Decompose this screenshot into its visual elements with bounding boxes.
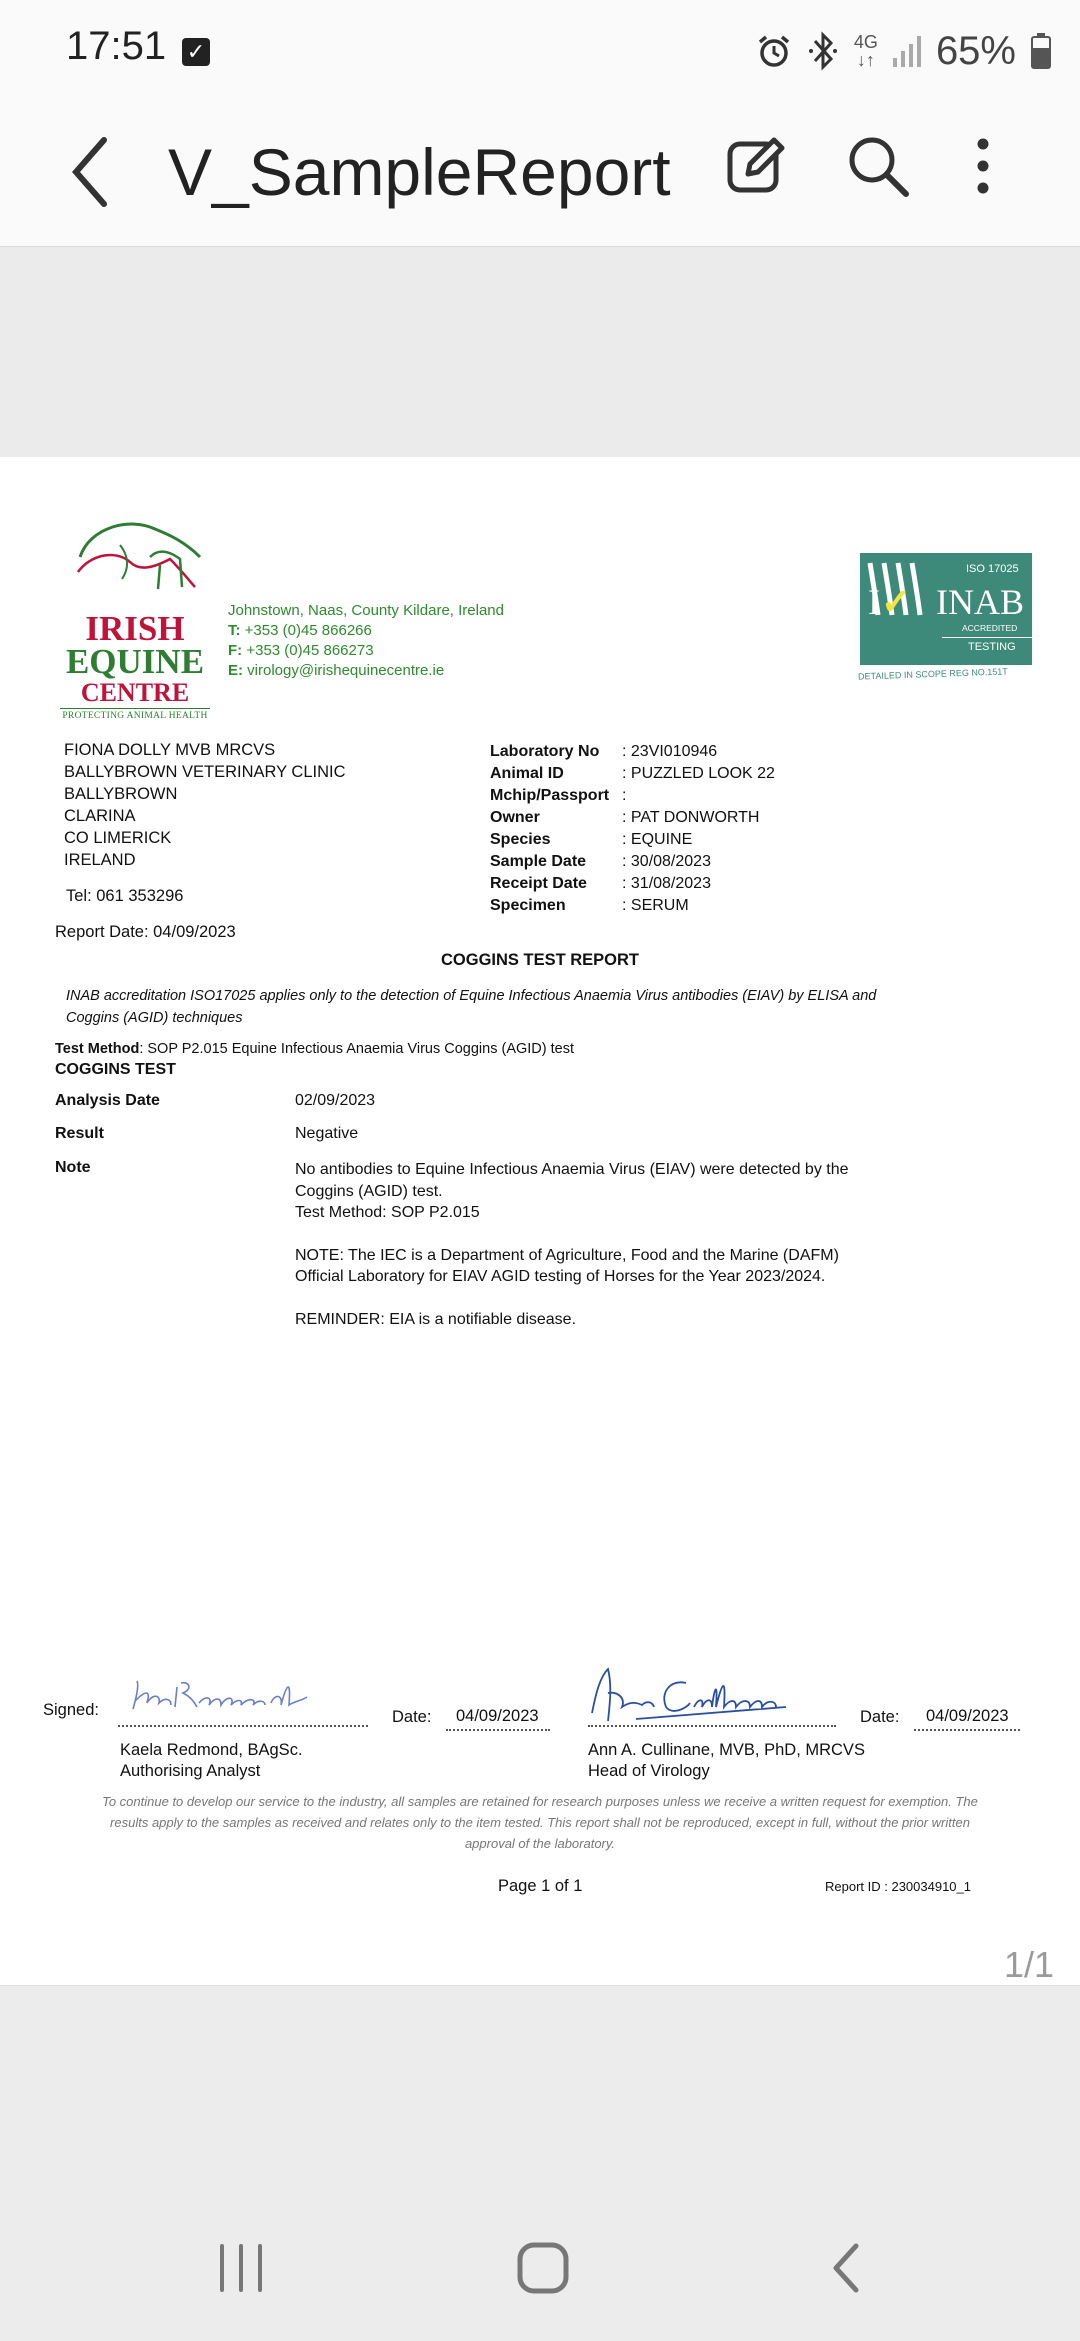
- result-value: Negative: [295, 1125, 359, 1142]
- test-method-label: Test Method: [55, 1041, 140, 1057]
- detail-value: : PUZZLED LOOK 22: [622, 765, 775, 782]
- battery-icon: [1030, 32, 1052, 70]
- 4g-data-icon: 4G ↓↑: [853, 32, 878, 70]
- detail-label: Laboratory No: [490, 743, 600, 760]
- document-title: V_SampleReport: [168, 135, 671, 209]
- address-line: CLARINA: [64, 807, 136, 825]
- detail-value: : 30/08/2023: [622, 853, 711, 870]
- detail-value: : 31/08/2023: [622, 875, 711, 892]
- signer2-name: Ann A. Cullinane, MVB, PhD, MRCVS: [588, 1741, 865, 1759]
- signed-label: Signed:: [43, 1701, 99, 1719]
- analysis-date-value: 02/09/2023: [295, 1092, 376, 1109]
- address-line: FIONA DOLLY MVB MRCVS: [64, 741, 276, 759]
- date-label: Date:: [860, 1708, 900, 1726]
- sample-details: [490, 741, 775, 917]
- home-icon[interactable]: [516, 2240, 570, 2296]
- date-label: Date:: [392, 1708, 432, 1726]
- address-line: BALLYBROWN: [64, 785, 178, 803]
- test-method-value: : SOP P2.015 Equine Infectious Anaemia Virus Coggins (AGID) test: [139, 1041, 575, 1057]
- logo-word-centre: CENTRE: [80, 678, 190, 707]
- network-type: 4G: [853, 32, 878, 52]
- signature-line: [588, 1725, 836, 1727]
- signer2-role: Head of Virology: [588, 1762, 710, 1780]
- recipient-address: [64, 739, 346, 907]
- logo-word-irish: IRISH: [85, 609, 185, 648]
- note-paragraph: REMINDER: EIA is a notifiable disease.: [295, 1310, 577, 1328]
- edit-icon[interactable]: [726, 134, 786, 194]
- note-paragraph: NOTE: The IEC is a Department of Agriculture, Food and the Marine (DAFM) Official Laboratory for EIAV AGID testing of Horses for the Year 2023/2024.: [295, 1246, 839, 1285]
- detail-label: Sample Date: [490, 853, 587, 870]
- test-method: [55, 1041, 574, 1057]
- inab-reg: DETAILED IN SCOPE REG NO.151T: [857, 666, 1009, 682]
- detail-row: [490, 807, 775, 829]
- status-time: 17:51: [66, 24, 167, 68]
- detail-value: : 23VI010946: [622, 743, 718, 760]
- detail-label: Owner: [490, 809, 540, 826]
- pdf-page[interactable]: [0, 457, 1080, 1985]
- date-line: [914, 1729, 1020, 1731]
- detail-value: : SERUM: [622, 897, 689, 914]
- bluetooth-icon: [806, 31, 840, 71]
- phone-label: T:: [228, 622, 241, 639]
- inab-accredited: ACCREDITED: [962, 623, 1018, 633]
- horse-logo-icon: [60, 517, 210, 607]
- analysis-date-label: Analysis Date: [55, 1092, 160, 1109]
- more-icon[interactable]: [970, 136, 996, 196]
- detail-label: Specimen: [490, 897, 566, 914]
- detail-value: : PAT DONWORTH: [622, 809, 760, 826]
- alarm-icon: [756, 33, 792, 69]
- viewer-background: [0, 247, 1080, 457]
- detail-label: Animal ID: [490, 765, 564, 782]
- signature-kaela-redmond: [125, 1673, 325, 1723]
- signer1-name: Kaela Redmond, BAgSc.: [120, 1741, 303, 1759]
- logo-tagline: PROTECTING ANIMAL HEALTH: [60, 708, 210, 721]
- email-address: virology@irishequinecentre.ie: [247, 662, 445, 679]
- report-date: Report Date: 04/09/2023: [55, 923, 236, 941]
- page-number: Page 1 of 1: [498, 1877, 583, 1895]
- address-line: CO LIMERICK: [64, 829, 172, 847]
- signature-line: [118, 1725, 368, 1727]
- detail-row: [490, 895, 775, 917]
- detail-value: :: [622, 787, 627, 804]
- address-line: BALLYBROWN VETERINARY CLINIC: [64, 763, 346, 781]
- centre-address: Johnstown, Naas, County Kildare, Ireland: [228, 602, 504, 619]
- coggins-report: [0, 457, 1080, 1985]
- note-paragraph: Test Method: SOP P2.015: [295, 1204, 480, 1221]
- inab-name: INAB: [936, 582, 1024, 622]
- detail-row: [490, 851, 775, 873]
- detail-row: [490, 741, 775, 763]
- signer2-date: 04/09/2023: [926, 1707, 1009, 1725]
- fax-number: +353 (0)45 866273: [246, 642, 374, 659]
- detail-row: [490, 785, 775, 807]
- inab-testing: TESTING: [968, 641, 1016, 653]
- recipient-tel: Tel: 061 353296: [66, 887, 184, 905]
- app-bar: [0, 100, 1080, 247]
- signer1-date: 04/09/2023: [456, 1707, 539, 1725]
- note-text: [295, 1159, 855, 1351]
- detail-label: Receipt Date: [490, 875, 587, 892]
- status-bar: [0, 0, 1080, 100]
- signer1-role: Authorising Analyst: [120, 1762, 261, 1780]
- contact-block: [228, 601, 504, 681]
- system-nav-bar: [0, 2200, 1080, 2340]
- signer1-block: [120, 1740, 303, 1782]
- section-title: COGGINS TEST: [55, 1061, 176, 1078]
- detail-label: Mchip/Passport: [490, 787, 610, 804]
- battery-percentage: 65%: [935, 28, 1016, 73]
- note-paragraph: No antibodies to Equine Infectious Anaemia Virus (EIAV) were detected by the Coggins (AGID) test.: [295, 1161, 849, 1200]
- phone-number: +353 (0)45 866266: [244, 622, 372, 639]
- search-icon[interactable]: [846, 134, 910, 198]
- recents-icon[interactable]: [216, 2240, 266, 2296]
- signature-ann-cullinane: [586, 1663, 806, 1727]
- irish-equine-centre-logo: [60, 517, 210, 725]
- address-line: IRELAND: [64, 851, 136, 869]
- nav-back-icon[interactable]: [826, 2240, 866, 2296]
- back-icon[interactable]: [62, 130, 122, 214]
- detail-value: : EQUINE: [622, 831, 693, 848]
- signer2-block: [588, 1740, 865, 1782]
- logo-word-equine: EQUINE: [65, 642, 205, 681]
- inab-accreditation-note: INAB accreditation ISO17025 applies only to the detection of Equine Infectious Anaemia Virus antibodies (EIAV) by ELISA and Coggins (AGID) techniques: [66, 988, 877, 1026]
- detail-label: Species: [490, 831, 551, 848]
- signal-icon: [892, 34, 922, 68]
- date-line: [446, 1729, 550, 1731]
- detail-row: [490, 873, 775, 895]
- inab-accreditation-logo: ISO 17025 I✓ INAB ACCREDITED TESTING DETAILED IN SCOPE REG NO.151T: [858, 553, 1034, 681]
- detail-row: [490, 829, 775, 851]
- inab-iso: ISO 17025: [966, 563, 1019, 575]
- email-label: E:: [228, 662, 243, 679]
- note-label: Note: [55, 1159, 91, 1176]
- page-indicator: 1/1: [1003, 1944, 1054, 1985]
- result-label: Result: [55, 1125, 104, 1142]
- report-title: COGGINS TEST REPORT: [440, 951, 640, 969]
- fax-label: F:: [228, 642, 243, 659]
- disclaimer: To continue to develop our service to the industry, all samples are retained for research purposes unless we receive a written request for exemption. The results apply to the samples as received and relates only to the item tested. This report shall not be reproduced, except in full, without the prior written approval of the laboratory.: [102, 1794, 978, 1851]
- detail-row: [490, 763, 775, 785]
- checkbox-notification-icon: ✓: [182, 38, 210, 66]
- report-id: Report ID : 230034910_1: [825, 1879, 971, 1894]
